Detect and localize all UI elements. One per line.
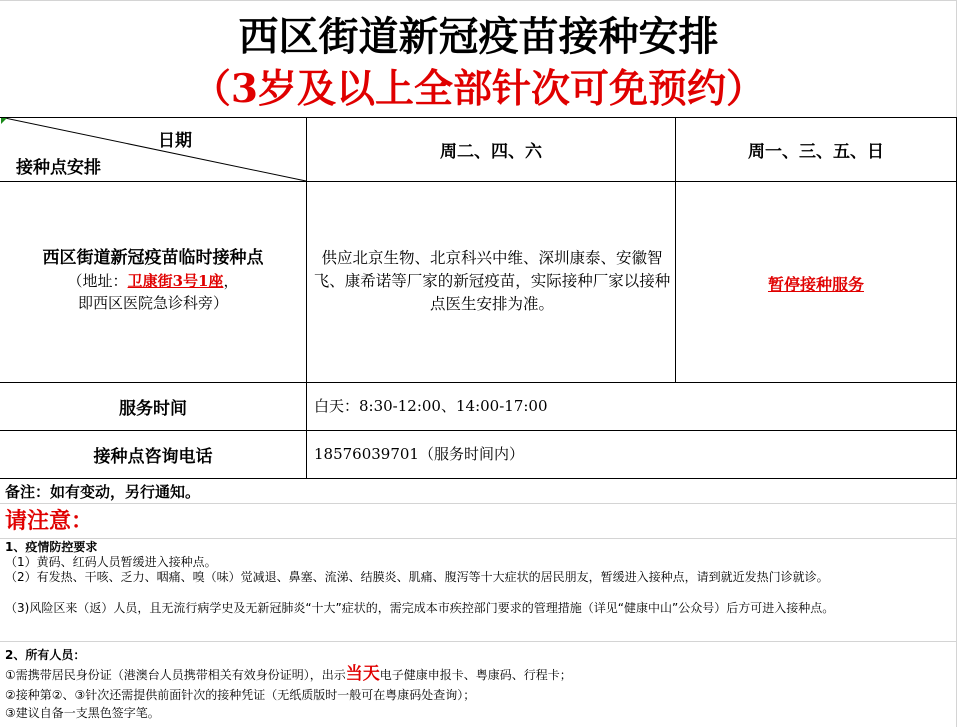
section2-item-2: ②接种第②、③针次还需提供前面针次的接种凭证（无纸质版时一般可在粤康码处查询）； bbox=[5, 688, 476, 702]
site-name: 西区街道新冠疫苗临时接种点 bbox=[42, 248, 264, 268]
header-site-label: 接种点安排 bbox=[16, 158, 101, 178]
phone-label: 接种点咨询电话 bbox=[93, 447, 213, 467]
site-address bbox=[0, 270, 306, 292]
site-info bbox=[0, 246, 306, 314]
header-date-label: 日期 bbox=[158, 131, 192, 151]
address-line2: 即西区医院急诊科旁） bbox=[77, 294, 228, 312]
section2-item-3: ③建议自备一支黑色签字笔。 bbox=[5, 706, 160, 720]
service-time-value: 白天：8:30-12:00、14:00-17:00 bbox=[314, 397, 548, 415]
page-subtitle: （3岁及以上全部针次可免预约） bbox=[191, 66, 766, 112]
cell-marker-icon bbox=[1, 118, 7, 124]
page-title: 西区街道新冠疫苗接种安排 bbox=[238, 13, 719, 60]
header-col-tue-thu-sat: 周二、四、六 bbox=[440, 142, 542, 162]
section1-item-2: （2）有发热、干咳、乏力、咽痛、嗅（味）觉减退、鼻塞、流涕、结膜炎、肌痛、腹泻等十大症状的居民朋友，暂缓进入接种点，请到就近发热门诊就诊。 bbox=[5, 570, 829, 584]
remark: 备注：如有变动，另行通知。 bbox=[5, 483, 201, 501]
address-suffix: ， bbox=[223, 272, 239, 290]
header-col-mon-wed-fri-sun: 周一、三、五、日 bbox=[748, 142, 884, 162]
section2-item-1 bbox=[5, 664, 953, 684]
section1-title: 1、疫情防控要求 bbox=[5, 540, 98, 554]
section2-item-1-pre: ①需携带居民身份证（港澳台人员携带相关有效身份证明），出示 bbox=[5, 668, 346, 682]
service-time-label: 服务时间 bbox=[119, 399, 187, 419]
phone-value: 18576039701（服务时间内） bbox=[314, 445, 524, 463]
address-prefix: （地址： bbox=[67, 272, 128, 290]
address-link[interactable]: 卫康街3号1座 bbox=[127, 272, 224, 290]
section2-title: 2、所有人员： bbox=[5, 648, 86, 662]
paused-service-link[interactable]: 暂停接种服务 bbox=[767, 274, 864, 294]
vaccine-supply-text: 供应北京生物、北京科兴中维、深圳康泰、安徽智飞、康希诺等厂家的新冠疫苗，实际接种厂家以接种点医生安排为准。 bbox=[313, 249, 671, 313]
section2-item-1-emphasis: 当天 bbox=[345, 664, 380, 684]
section1-item-3: （3)风险区来（返）人员，且无流行病学史及无新冠肺炎“十大”症状的，需完成本市疾控部门要求的管理措施（详见“健康中山”公众号）后方可进入接种点。 bbox=[5, 601, 835, 615]
section1-item-1: （1）黄码、红码人员暂缓进入接种点。 bbox=[5, 555, 217, 569]
notice-title: 请注意： bbox=[5, 508, 94, 534]
section2-item-1-post: 电子健康申报卡、粤康码、行程卡； bbox=[379, 668, 572, 682]
